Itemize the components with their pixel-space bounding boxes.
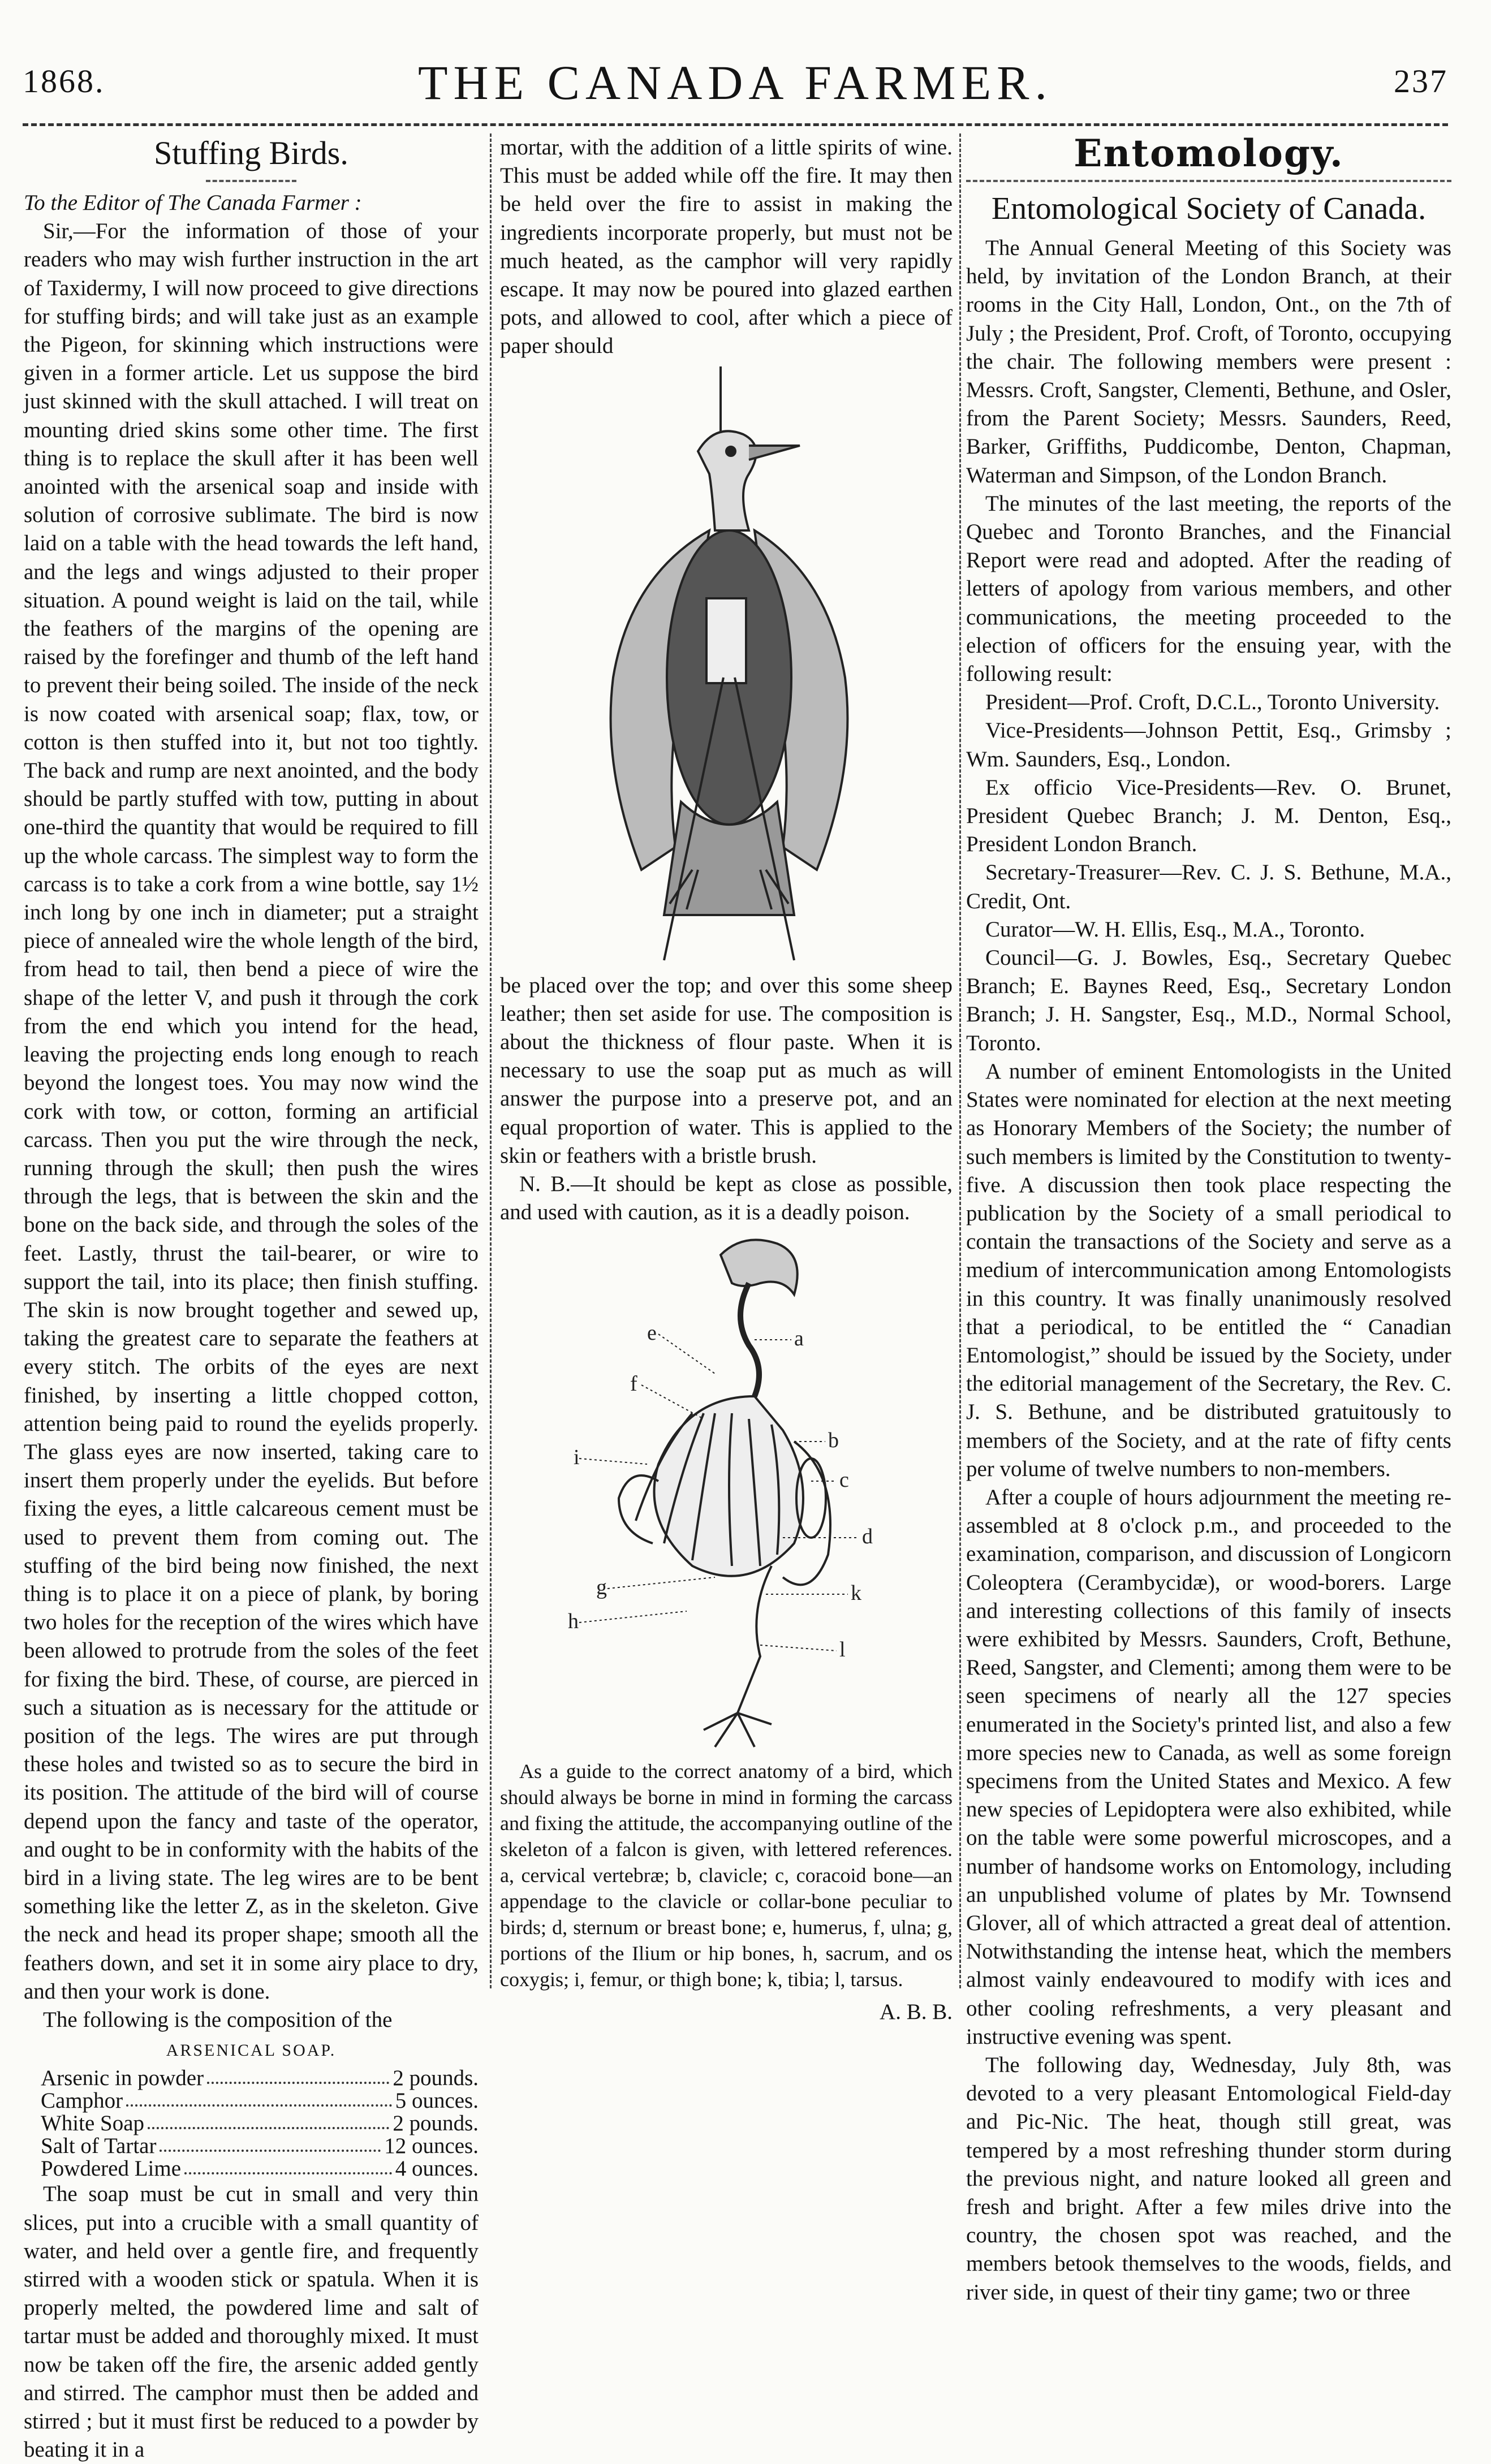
skeleton-label: g bbox=[596, 1576, 607, 1600]
skeleton-label: l bbox=[839, 1638, 846, 1662]
article-paragraph: After a couple of hours adjournment the meeting re-assembled at 8 o'clock p.m., and proceeded to the examination, comparison, and discussion of Longicorn Coleoptera (Cerambycidæ), or wood-borers. Large and interesting collections of this family of insects were exhibited by Messrs. Saunders, Croft, Bethune, Reed, Sangster, and Clementi; among them were to be seen specimens of nearly all the 127 species enumerated in the Society's printed list, and also a few more species new to Canada, as well as some foreign specimens from the United States and Mexico. A few new species of Lepidoptera were also exhibited, while on the table were some powerful microscopes, and a number of handsome works on Entomology, including an unpublished volume of plates by Mr. Townsend Glover, all of which attracted a great deal of attention. Notwithstanding the intense heat, which the members almost vainly endeavoured to modify with ices and other cooling refreshments, a very pleasant and instructive evening was spent. bbox=[966, 1485, 1451, 2049]
skeleton-label: i bbox=[574, 1445, 580, 1470]
article-paragraph: mortar, with the addition of a little spirits of wine. This must be added while off the fire. It may then be held over the fire to assist in making the ingredients incorporate properly, but must not be much heated, as the camphor will very rapidly escape. It may now be poured into glazed earthen pots, and allowed to cool, after which a piece of paper should bbox=[500, 135, 953, 359]
leader-dots bbox=[184, 2157, 392, 2174]
officer-entry: Vice-Presidents—Johnson Pettit, Esq., Grimsby ; Wm. Saunders, Esq., London. bbox=[966, 718, 1451, 771]
column-stuffing-birds bbox=[24, 133, 479, 2464]
skeleton-label: c bbox=[839, 1468, 849, 1492]
column-divider bbox=[490, 133, 492, 1988]
officer-entry: Curator—W. H. Ellis, Esq., M.A., Toronto. bbox=[985, 917, 1365, 942]
skeleton-label: h bbox=[568, 1609, 579, 1634]
section-heading: Entomology. bbox=[1074, 131, 1344, 175]
figure-caption: As a guide to the correct anatomy of a bird, which should always be borne in mind in forming the carcass and fixing the attitude, the accompanying outline of the skeleton of a falcon is given, with lettered references. a, cervical vertebræ; b, clavicle; c, coracoid bone—an appendage to the clavicle or collar-bone peculiar to birds; d, sternum or breast bone; e, humerus, f, ulna; g, portions of the Ilium or hip bones, h, sacrum, and os coxygis; i, femur, or thigh bone; k, tibia; l, tarsus. bbox=[500, 1760, 953, 1991]
article-paragraph: The Annual General Meeting of this Society was held, by invitation of the London Branch, at their rooms in the City Hall, London, Ont., on the 7th of July ; the President, Prof. Croft, of Toronto, occupying the chair. The following members were present : Messrs. Croft, Sangster, Clementi, Bethune, and Osler, from the Parent Society; Messrs. Saunders, Reed, Barker, Griffiths, Puddicombe, Denton, Chapman, Waterman and Simpson, of the London Branch. bbox=[966, 236, 1451, 487]
recipe-item: Arsenic in powder bbox=[41, 2066, 204, 2091]
skeleton-label: b bbox=[828, 1429, 839, 1453]
page-number: 237 bbox=[1394, 63, 1448, 100]
recipe-row bbox=[41, 2090, 479, 2112]
recipe-row bbox=[41, 2135, 479, 2157]
article-paragraph: The following day, Wednesday, July 8th, was devoted to a very pleasant Entomological Field-day and Pic-Nic. The heat, though still great, was tempered by a most refreshing thunder storm during the previous night, and nature looked all green and fresh and bright. After a few miles drive into the country, the chosen spot was reached, and the members betook themselves to the woods, fields, and river side, in quest of their tiny game; two or three bbox=[966, 2053, 1451, 2305]
salutation: To the Editor of The Canada Farmer : bbox=[24, 191, 362, 215]
section-rule bbox=[966, 180, 1451, 182]
recipe-qty: 2 pounds. bbox=[393, 2111, 479, 2136]
recipe-row bbox=[41, 2112, 479, 2135]
skeleton-label: a bbox=[794, 1327, 804, 1351]
masthead-title: THE CANADA FARMER. bbox=[417, 55, 1053, 110]
column-divider bbox=[959, 133, 961, 1988]
recipe-title: ARSENICAL SOAP. bbox=[166, 2041, 337, 2060]
leader-dots bbox=[126, 2090, 392, 2107]
recipe-list bbox=[41, 2067, 479, 2180]
masthead-year: 1868. bbox=[23, 63, 105, 100]
article-paragraph: be placed over the top; and over this some sheep leather; then set aside for use. The composition is about the thickness of flour paste. When it is necessary to use the soap put as much as will answer the purpose into a preserve pot, and an equal proportion of water. This is applied to the skin or feathers with a bristle brush. bbox=[500, 973, 953, 1168]
recipe-row bbox=[41, 2157, 479, 2180]
skeleton-label: k bbox=[851, 1581, 861, 1606]
recipe-item: Salt of Tartar bbox=[41, 2134, 157, 2159]
skeleton-label: d bbox=[862, 1525, 873, 1549]
officer-entry: Ex officio Vice-Presidents—Rev. O. Brunet, President Quebec Branch; J. M. Denton, Esq., President London Branch. bbox=[966, 775, 1451, 857]
article-paragraph: The soap must be cut in small and very thin slices, put into a crucible with a small quantity of water, and held over a gentle fire, and frequently stirred with a wooden stick or spatula. When it is properly melted, the powdered lime and salt of tartar must be added and thoroughly mixed. It must now be taken off the fire, the arsenic added gently and stirred. The camphor must then be added and stirred ; but it must first be reduced to a powder by beating it in a bbox=[24, 2182, 479, 2462]
recipe-qty: 5 ounces. bbox=[395, 2088, 479, 2113]
recipe-item: White Soap bbox=[41, 2111, 145, 2136]
leader-dots bbox=[160, 2135, 381, 2152]
article-heading: Entomological Society of Canada. bbox=[991, 191, 1427, 226]
article-paragraph: Sir,—For the information of those of your readers who may wish further instruction in the art of Taxidermy, I will now proceed to give directions for stuffing birds; and will take just as an example the Pigeon, for skinning which instructions were given in a former article. Let us suppose the bird just skinned with the skull attached. I will treat on mounting dried skins some other time. The first thing is to replace the skull after it has been well anointed with the arsenical soap and inside with solution of corrosive sublimate. The bird is now laid on a table with the head towards the left hand, and the legs and wings adjusted to their proper situation. A pound weight is laid on the tail, while the feathers of the margins of the opening are raised by the forefinger and thumb of the left hand to prevent their being soiled. The inside of the neck is now coated with arsenical soap; flax, tow, or cotton is then stuffed into it, but not too tightly. The back and rump are next anointed, and the body should be partly stuffed with tow, putting in about one-third the quantity that would be required to fill up the whole carcass. The simplest way to form the carcass is to take a cork from a wine bottle, say 1½ inch long by one inch in diameter; put a straight piece of annealed wire the whole length of the bird, from head to tail, then bend a piece of wire the shape of the letter V, and push it through the cork from the end which you intend for the head, leaving the projecting ends long enough to reach beyond the longest toes. You may now wind the cork with tow, or cotton, forming an artificial carcass. Then you put the wire through the neck, running through the skull; then push the wires through the legs, that is between the skin and the bone on the back side, and through the soles of the feet. Lastly, thrust the tail-bearer, or wire to support the tail, into its place; then finish stuffing. The skin is now brought together and sewed up, taking the greatest care to separate the feathers at every stitch. The orbits of the eyes are next finished, by inserting a little chopped cotton, attention being paid to round the eyelids properly. The glass eyes are now inserted, taking care to insert them properly under the eyelids. But before fixing the eyes, a little calcareous cement must be used to prevent them from coming out. The stuffing of the bird being now finished, the next thing is to place it on a piece of plank, by boring two holes for the reception of the wires which have been allowed to protrude from the soles of the feet for fixing the bird. These, of course, are pierced in such a situation as is necessary for the attitude or position of the legs. The wires are put through these holes and twisted so as to secure the bird in its position. The attitude of the bird will of course depend upon the fancy and taste of the operator, and ought to be in conformity with the habits of the bird in a living state. The leg wires are to be bent something like the letter Z, as in the skeleton. Give the neck and head its proper shape; smooth all the feathers down, and set it in some airy place to dry, and then your work is done. bbox=[24, 219, 479, 2004]
recipe-qty: 12 ounces. bbox=[384, 2134, 479, 2159]
masthead bbox=[23, 54, 1448, 122]
skeleton-label: e bbox=[647, 1321, 657, 1345]
note-paragraph: N. B.—It should be kept as close as possible, and used with caution, as it is a deadly poison. bbox=[500, 1172, 953, 1225]
article-paragraph: A number of eminent Entomologists in the United States were nominated for election at the next meeting as Honorary Members of the Society; the number of such members is limited by the Constitution to twenty-five. A discussion then took place respecting the publication by the Society of a small periodical to contain the transactions of the Society and serve as a medium of intercommunication among Entomologists in this country. It was finally unanimously resolved that a periodical, to be entitled the “ Canadian Entomologist,” should be issued by the Society, under the editorial management of the Secretary, the Rev. C. J. S. Bethune, and be distributed gratuitously to members of the Society, and at the rate of fifty cents per volume of twelve numbers to non-members. bbox=[966, 1059, 1451, 1481]
masthead-rule bbox=[23, 123, 1448, 126]
signature: A. B. B. bbox=[880, 2000, 953, 2025]
falcon-skeleton-illustration bbox=[545, 1227, 907, 1758]
officer-entry: Council—G. J. Bowles, Esq., Secretary Quebec Branch; E. Baynes Reed, Esq., Secretary London Branch; J. H. Sangster, Esq., M.D., Normal School, Toronto. bbox=[966, 946, 1451, 1055]
article-heading: Stuffing Birds. bbox=[154, 135, 348, 171]
article-paragraph: The following is the composition of the bbox=[43, 2008, 393, 2032]
recipe-item: Powdered Lime bbox=[41, 2156, 182, 2181]
column-continuation bbox=[500, 133, 953, 2027]
article-paragraph: The minutes of the last meeting, the reports of the Quebec and Toronto Branches, and the Financial Report were read and adopted. After the reading of letters of apology from various members, and other communications, the meeting proceeded to the election of officers for the ensuing year, with the following result: bbox=[966, 491, 1451, 687]
stuffed-pigeon-illustration bbox=[579, 361, 873, 972]
officer-entry: Secretary-Treasurer—Rev. C. J. S. Bethune, M.A., Credit, Ont. bbox=[966, 860, 1451, 913]
officer-entry: President—Prof. Croft, D.C.L., Toronto University. bbox=[985, 690, 1440, 715]
recipe-row bbox=[41, 2067, 479, 2090]
leader-dots bbox=[207, 2067, 389, 2084]
column-entomology bbox=[966, 133, 1451, 2307]
heading-rule bbox=[206, 180, 297, 182]
skeleton-label: f bbox=[630, 1372, 637, 1396]
recipe-qty: 4 ounces. bbox=[395, 2156, 479, 2181]
leader-dots bbox=[148, 2112, 389, 2129]
recipe-item: Camphor bbox=[41, 2088, 123, 2113]
recipe-qty: 2 pounds. bbox=[393, 2066, 479, 2091]
